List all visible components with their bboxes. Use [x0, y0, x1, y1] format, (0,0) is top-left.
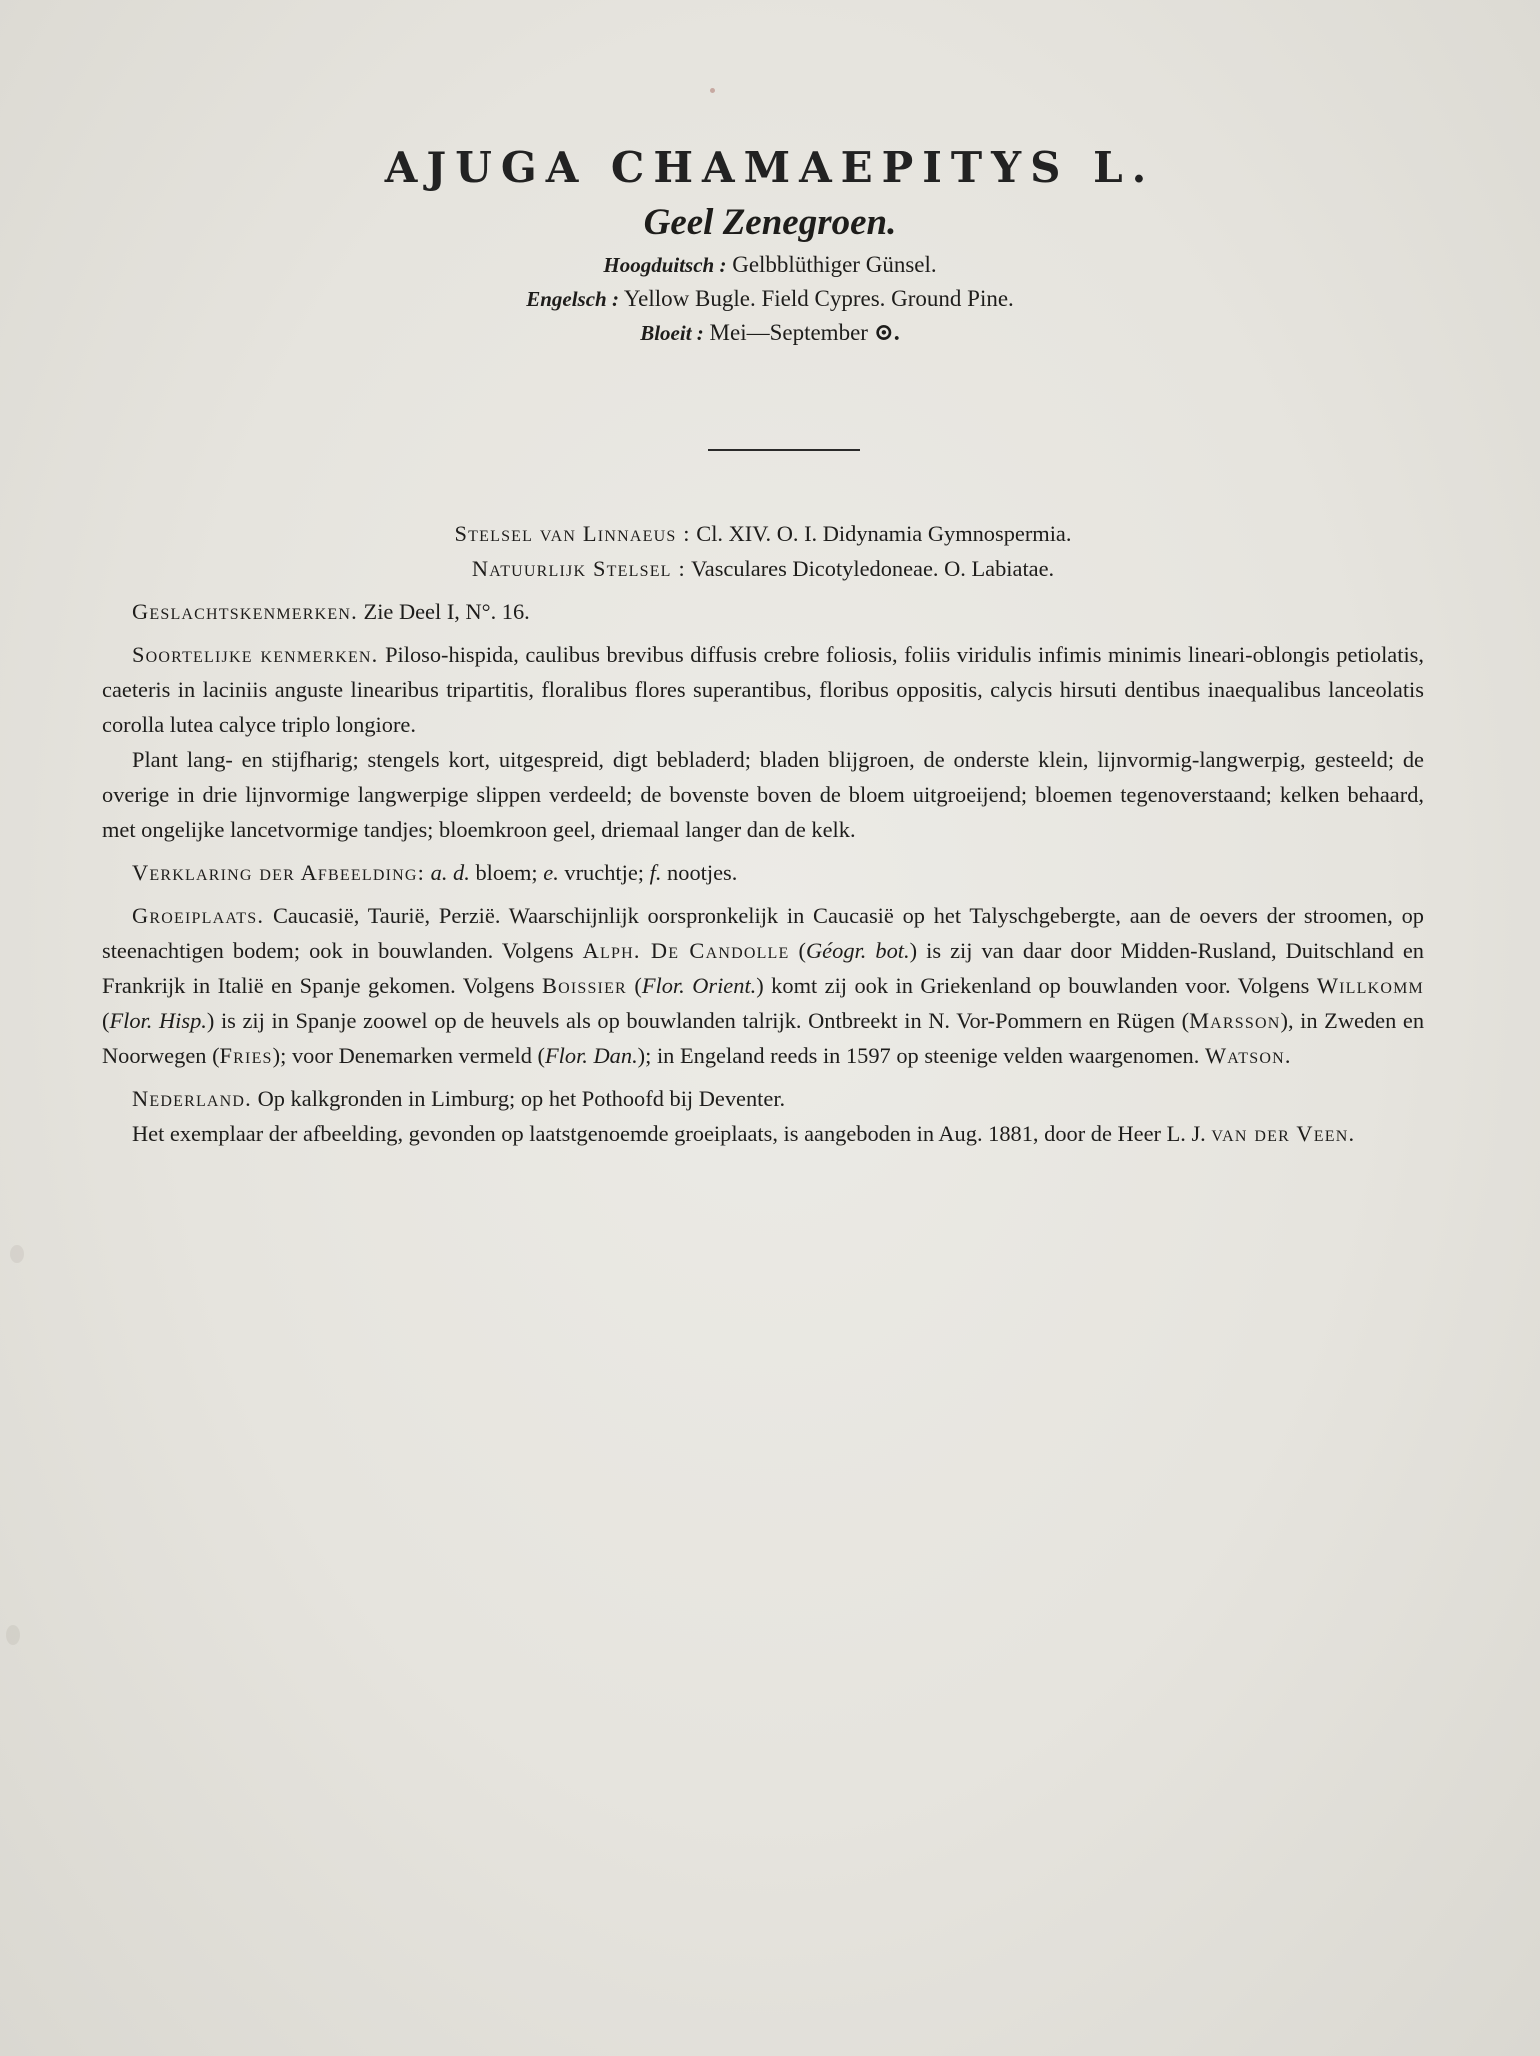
nederland-paragraph	[102, 1081, 1424, 1116]
author-name: Willkomm	[1316, 973, 1424, 998]
groeiplaats-text-1: Caucasië, Taurië, Perzië. Waarschijnlijk oorspronkelijk in Caucasië op het Talyschgebergte, aan de oevers der stroomen, op steenachtigen bodem; ook in bouwlanden. Volgens	[102, 903, 1424, 963]
verklaring-label: Verklaring der Afbeelding:	[132, 860, 426, 885]
verklaring-e-text: vruchtje;	[564, 860, 644, 885]
groeiplaats-text-6: voor Denemarken vermeld	[291, 1043, 532, 1068]
groeiplaats-text-7: in Engeland reeds in 1597 op steenige velden waargenomen.	[656, 1043, 1200, 1068]
groeiplaats-text-2: is zij van daar door Midden-Rusland, Duitschland en Frankrijk in Italië en Spanje gekomen. Volgens	[102, 938, 1424, 998]
geslachtskenmerken-label: Geslachtskenmerken.	[132, 599, 358, 624]
divider	[708, 449, 860, 451]
bloei-line	[0, 316, 1540, 350]
geslachtskenmerken-paragraph	[102, 594, 1424, 629]
author-name: Boissier	[541, 973, 627, 998]
german-label: Hoogduitsch :	[603, 253, 727, 277]
literature-reference: Flor. Hisp.	[109, 1008, 207, 1033]
stelsel-linnaeus-label: Stelsel van Linnaeus :	[454, 521, 691, 546]
nederland-text: Op kalkgronden in Limburg; op het Pothoofd bij Deventer.	[257, 1086, 786, 1111]
english-label: Engelsch :	[526, 287, 619, 311]
description-body	[102, 516, 1424, 1151]
literature-reference: Flor. Orient.	[641, 973, 757, 998]
bloei-label: Bloeit :	[640, 321, 704, 345]
stelsel-linnaeus-text: Cl. XIV. O. I. Didynamia Gymnospermia.	[696, 521, 1072, 546]
exemplaar-text: Het exemplaar der afbeelding, gevonden op laatstgenoemde groeiplaats, is aangeboden in Aug. 1881, door de Heer L. J.	[132, 1121, 1206, 1146]
german-name-line	[0, 248, 1540, 282]
verklaring-paragraph	[102, 855, 1424, 890]
geslachtskenmerken-text: Zie Deel I, N°. 16.	[363, 599, 530, 624]
beschrijving-text: Plant lang- en stijfharig; stengels kort, uitgespreid, digt bebladerd; bladen blijgroen, de onderste klein, lijnvormig-langwerpig, gesteeld; de overige in drie lijnvormige langwerpige slippen verdeeld; de bovenste boven de bloem uitgroeijend; bloemen tegenoverstaand; kelken behaard, met ongelijke lancetvormige tandjes; bloemkroon geel, driemaal langer dan de kelk.	[102, 747, 1424, 842]
english-name-line	[0, 282, 1540, 316]
paper-stain	[6, 1625, 20, 1645]
groeiplaats-label: Groeiplaats.	[132, 903, 265, 928]
author-name: Fries	[219, 1043, 273, 1068]
paper-speck	[710, 88, 715, 93]
beschrijving-paragraph	[102, 742, 1424, 847]
english-name: Yellow Bugle. Field Cypres. Ground Pine.	[623, 286, 1014, 311]
natuurlijk-stelsel-label: Natuurlijk Stelsel :	[471, 556, 686, 581]
bloei-value: Mei—September	[709, 320, 868, 345]
groeiplaats-text-5: in Zweden en Noorwegen	[102, 1008, 1425, 1068]
verklaring-e: e.	[543, 860, 559, 885]
author-name: Alph. De Candolle	[582, 938, 790, 963]
groeiplaats-text-3: komt zij ook in Griekenland op bouwlanden voor. Volgens	[771, 973, 1310, 998]
natuurlijk-stelsel-text: Vasculares Dicotyledoneae. O. Labiatae.	[691, 556, 1055, 581]
author-name: Marsson	[1189, 1008, 1281, 1033]
header	[0, 140, 1540, 350]
soortelijke-kenmerken-paragraph	[102, 637, 1424, 742]
author-name: Watson.	[1204, 1043, 1292, 1068]
natuurlijk-stelsel-line	[102, 551, 1424, 586]
soortelijke-kenmerken-label: Soortelijke kenmerken.	[132, 642, 379, 667]
literature-reference: Géogr. bot.	[806, 938, 910, 963]
verklaring-a-text: bloem;	[475, 860, 538, 885]
literature-reference: Flor. Dan.	[544, 1043, 638, 1068]
verklaring-f: f.	[649, 860, 662, 885]
annual-symbol-icon: ⊙.	[873, 320, 900, 346]
groeiplaats-paragraph: Groeiplaats. Caucasië, Taurië, Perzië. Waarschijnlijk oorspronkelijk in Caucasië op het Talyschgebergte, aan de oevers der stroomen, op steenachtigen bodem; ook in bouwlanden. Volgens Alph. De Candolle (Géogr. bot.) is zij van daar door Midden-Rusland, Duitschland en Frankrijk in Italië en Spanje gekomen. Volgens Boissier (Flor. Orient.) komt zij ook in Griekenland op bouwlanden voor. Volgens Willkomm (Flor. Hisp.) is zij in Spanje zoowel op de heuvels als op bouwlanden talrijk. Ontbreekt in N. Vor-Pommern en Rügen (Marsson), in Zweden en Noorwegen (Fries); voor Denemarken vermeld (Flor. Dan.); in Engeland reeds in 1597 op steenige velden waargenomen. Watson.	[102, 903, 1425, 1068]
german-name: Gelbblüthiger Günsel.	[732, 252, 937, 277]
paper-stain	[10, 1245, 24, 1263]
author-name: van der Veen.	[1211, 1121, 1356, 1146]
exemplaar-paragraph	[102, 1116, 1424, 1151]
dutch-name: Geel Zenegroen.	[643, 202, 897, 243]
verklaring-a: a. d.	[430, 860, 470, 885]
page-title: AJUGA CHAMAEPITYS L.	[384, 143, 1156, 192]
stelsel-linnaeus-line	[102, 516, 1424, 551]
verklaring-f-text: nootjes.	[667, 860, 738, 885]
soortelijke-kenmerken-text: Piloso-hispida, caulibus brevibus diffusis crebre foliosis, foliis viridulis infimis minimis lineari-oblongis petiolatis, caeteris in laciniis anguste linearibus tripartitis, floralibus flores superantibus, floribus oppositis, calycis hirsuti dentibus inaequalibus lanceolatis corolla lutea calyce triplo longiore.	[102, 642, 1424, 737]
nederland-label: Nederland.	[132, 1086, 252, 1111]
groeiplaats-text-4: is zij in Spanje zoowel op de heuvels als op bouwlanden talrijk. Ontbreekt in N. Vor-Pommern en Rügen	[220, 1008, 1175, 1033]
